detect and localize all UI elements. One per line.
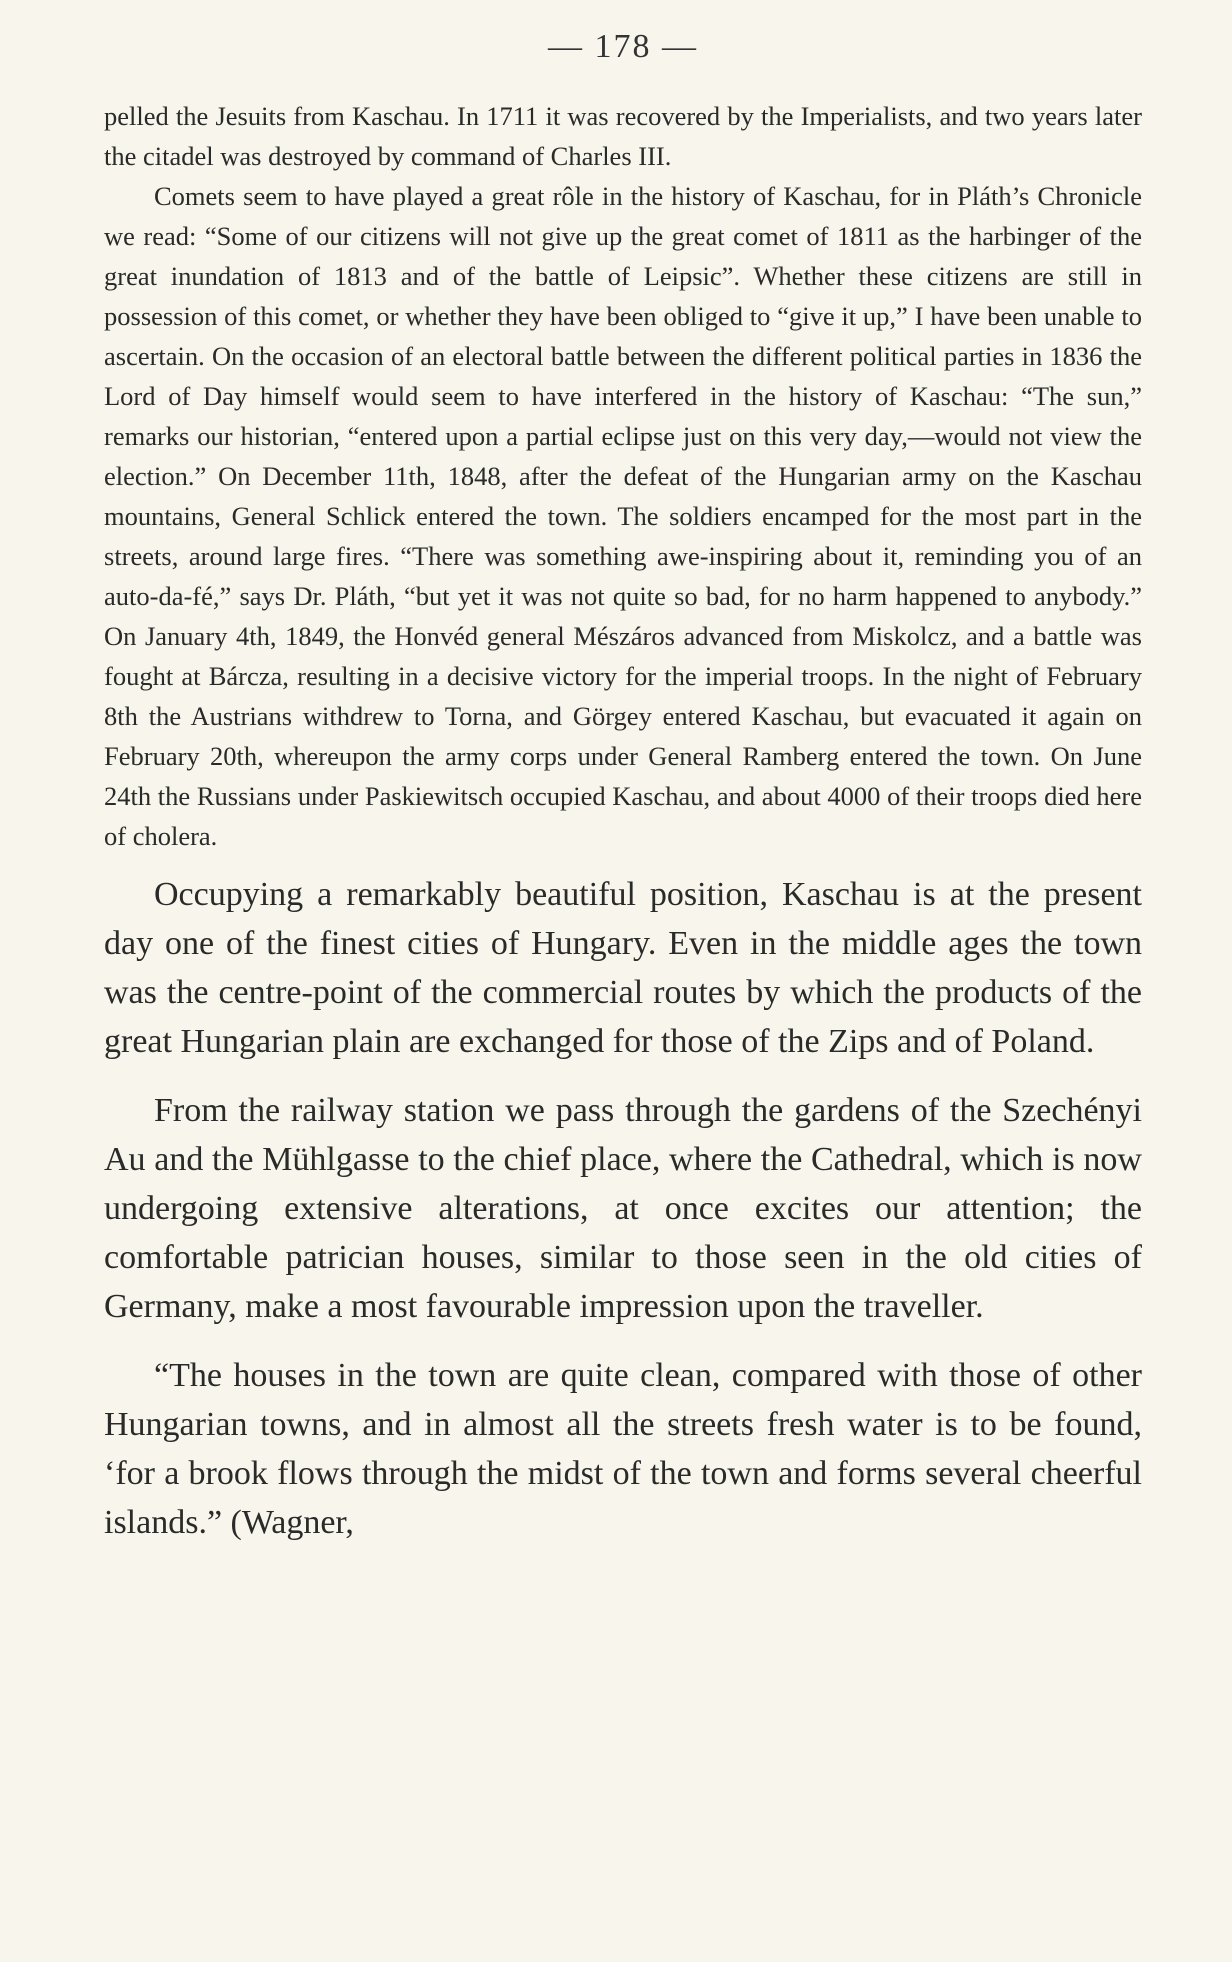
- large-print-block: [104, 870, 1142, 1547]
- paragraph-continuation: pelled the Jesuits from Kaschau. In 1711 it was recovered by the Imperialists, and two years later the citadel was destroyed by command of Charles III.: [104, 101, 1142, 171]
- paragraph-railway: From the railway station we pass through the gardens of the Szechényi Au and the Mühlgasse to the chief place, where the Cathedral, which is now undergoing extensive alterations, at once excites our attention; the comfortable patrician houses, similar to those seen in the old cities of Germany, make a most favourable impression upon the traveller.: [104, 1092, 1142, 1325]
- small-print-block: [104, 96, 1142, 856]
- paragraph-houses-quote: “The houses in the town are quite clean, compared with those of other Hungarian towns, and in almost all the streets fresh water is to be found, ‘for a brook flows through the midst of the town and forms several cheerful islands.” (Wagner,: [104, 1357, 1142, 1541]
- paragraph-comets: Comets seem to have played a great rôle in the history of Kaschau, for in Pláth’s Chronicle we read: “Some of our citizens will not give up the great comet of 1811 as the harbinger of the great inundation of 1813 and of the battle of Leipsic”. Whether these citizens are still in possession of this comet, or whether they have been obliged to “give it up,” I have been unable to ascertain. On the occasion of an electoral battle between the different political parties in 1836 the Lord of Day himself would seem to have interfered in the history of Kaschau: “The sun,” remarks our historian, “entered upon a partial eclipse just on this very day,—would not view the election.” On December 11th, 1848, after the defeat of the Hungarian army on the Kaschau mountains, General Schlick entered the town. The soldiers encamped for the most part in the streets, around large fires. “There was something awe-inspiring about it, reminding you of an auto-da-fé,” says Dr. Pláth, “but yet it was not quite so bad, for no harm happened to anybody.” On January 4th, 1849, the Honvéd general Mészáros advanced from Miskolcz, and a battle was fought at Bárcza, resulting in a decisive victory for the imperial troops. In the night of February 8th the Austrians withdrew to Torna, and Görgey entered Kaschau, but evacuated it again on February 20th, whereupon the army corps under General Ramberg entered the town. On June 24th the Russians under Paskiewitsch occupied Kaschau, and about 4000 of their troops died here of cholera.: [104, 181, 1142, 851]
- page-number: — 178 —: [548, 28, 698, 65]
- paragraph-position: Occupying a remarkably beautiful position, Kaschau is at the present day one of the finest cities of Hungary. Even in the middle ages the town was the centre-point of the commercial routes by which the products of the great Hungarian plain are exchanged for those of the Zips and of Poland.: [104, 876, 1142, 1060]
